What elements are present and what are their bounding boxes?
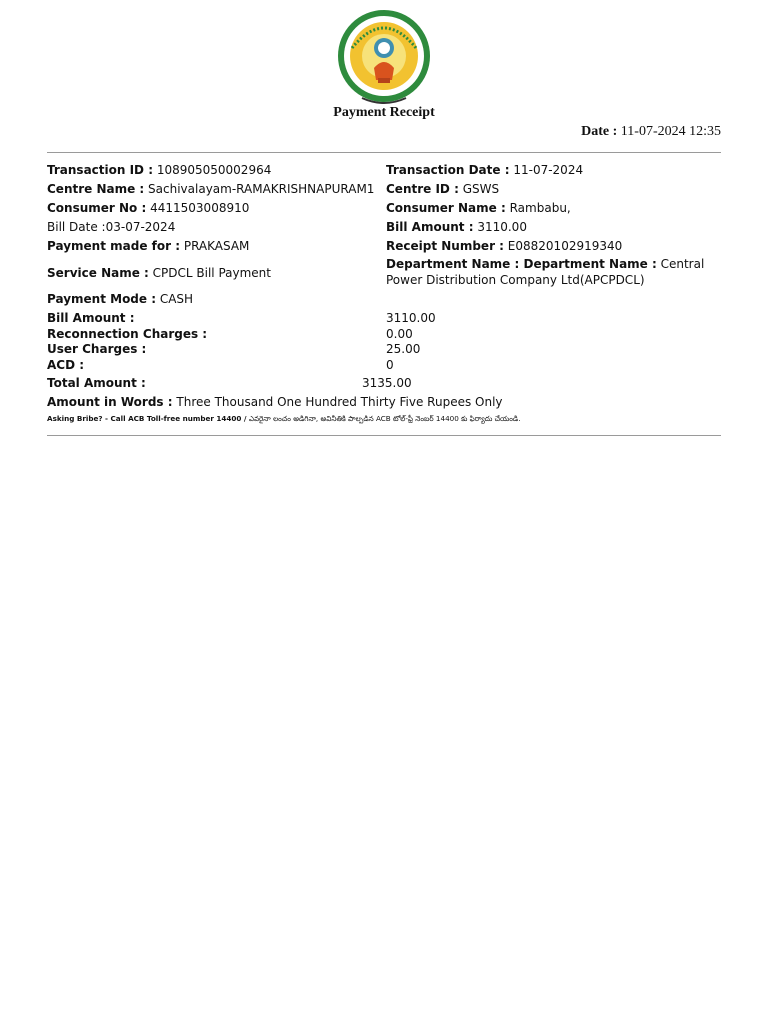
transaction-date: Transaction Date : 11-07-2024	[386, 163, 584, 177]
receipt-number: Receipt Number : E08820102919340	[386, 239, 623, 253]
page-title: Payment Receipt	[333, 105, 435, 120]
bottom-divider	[47, 435, 721, 436]
transaction-id: Transaction ID : 108905050002964	[47, 163, 272, 177]
charge-bill-amount-label: Bill Amount :	[47, 311, 135, 325]
department-name: Department Name : Department Name : Central Power Distribution Company Ltd(APCPDCL)	[386, 257, 705, 287]
anti-bribery-notice: Asking Bribe? - Call ACB Toll-free number 14400 / ఎవరైనా లంచం అడిగినా, అవినీతికి పాల్పడిన ACB టోల్-ఫ్రీ నెంబర్ 14400 కు ఫిర్యాదు చేయండి.	[47, 414, 521, 423]
charge-user-label: User Charges :	[47, 342, 147, 356]
charge-bill-amount-value: 3110.00	[386, 311, 436, 325]
charge-acd-label: ACD :	[47, 358, 85, 372]
top-divider	[47, 152, 721, 153]
bill-date: Bill Date :03-07-2024	[47, 220, 176, 234]
state-emblem-icon	[334, 8, 434, 108]
centre-id: Centre ID : GSWS	[386, 182, 500, 196]
charge-reconnection-value: 0.00	[386, 327, 413, 341]
charge-reconnection-label: Reconnection Charges :	[47, 327, 208, 341]
payment-made-for: Payment made for : PRAKASAM	[47, 239, 250, 253]
receipt-date: Date : 11-07-2024 12:35	[581, 124, 721, 139]
charge-acd-value: 0	[386, 358, 394, 372]
bill-amount: Bill Amount : 3110.00	[386, 220, 527, 234]
charge-user-value: 25.00	[386, 342, 421, 356]
payment-mode: Payment Mode : CASH	[47, 292, 194, 306]
amount-in-words: Amount in Words : Three Thousand One Hundred Thirty Five Rupees Only	[47, 395, 503, 409]
consumer-name: Consumer Name : Rambabu,	[386, 201, 571, 215]
total-amount-value: 3135.00	[362, 376, 412, 390]
centre-name: Centre Name : Sachivalayam-RAMAKRISHNAPURAM1	[47, 182, 375, 196]
total-amount-label: Total Amount :	[47, 376, 146, 390]
service-name: Service Name : CPDCL Bill Payment	[47, 266, 271, 280]
consumer-no: Consumer No : 4411503008910	[47, 201, 250, 215]
